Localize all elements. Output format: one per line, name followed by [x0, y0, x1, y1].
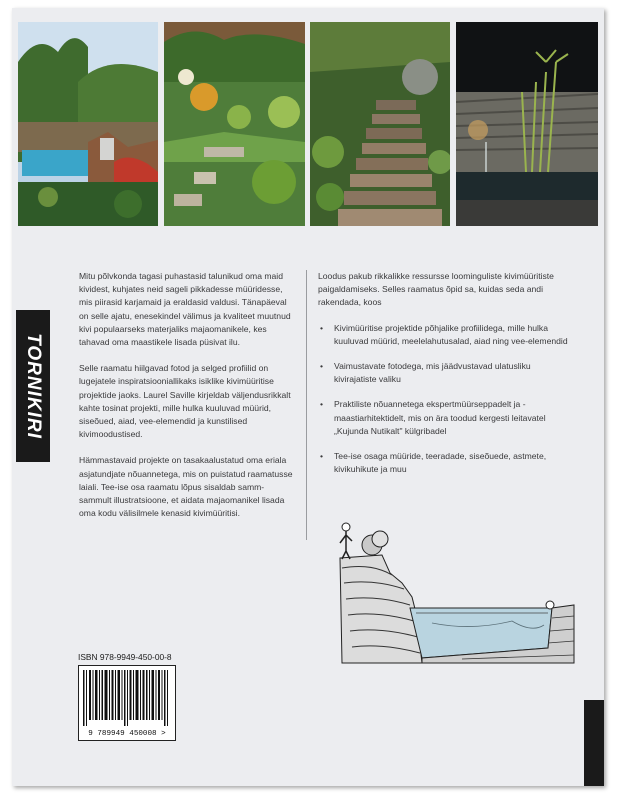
- feature-list-item: [318, 360, 573, 386]
- photo-pool-waterfall: [18, 22, 158, 226]
- photo-strip: [18, 22, 598, 226]
- description-left-column: [79, 270, 294, 533]
- spine-label-band: [16, 310, 50, 462]
- feature-text: Vaimustavate fotodega, mis jäädvustavad ulatusliku kivirajatiste valiku: [334, 361, 531, 385]
- feature-list-item: [318, 450, 573, 476]
- feature-text: Kivimüüritise projektide põhjalike profiilidega, mille hulka kuuluvad müürid, meelelahutusalad, aiad ning vee-elemendid: [334, 322, 568, 346]
- bullet-icon: •: [320, 322, 324, 333]
- spine-label: TORNIKIRI: [23, 333, 44, 439]
- feature-list-item: [318, 398, 573, 438]
- photo-flower-garden-path: [164, 22, 305, 226]
- description-paragraph: Selle raamatu hiilgavad fotod ja selged profiilid on lugejatele inspiratsiooniallikaks isiklike kivimüüritise projektide jaoks. Laurel Saville kirjeldab väljendusrikkalt kahte tosinat projekti, mille hulka kuuluvad müürid, siseõued, aiad, vee-elemendid ja kunstilised kivimoodustised.: [79, 363, 291, 440]
- photo-stone-steps: [310, 22, 450, 226]
- feature-text: Tee-ise osaga müüride, teeradade, siseõuede, astmete, kivikuhikute ja muu: [334, 451, 547, 475]
- features-intro: Loodus pakub rikkalikke ressursse loominguliste kivimüüritiste paigaldamiseks. Selles raamatus õpid sa, kuidas seda andi rakendada, koos: [318, 271, 554, 308]
- features-list: [318, 322, 573, 477]
- description-paragraph: Mitu põlvkonda tagasi puhastasid talunikud oma maid kividest, kuhjates neid sageli pikkadesse müüridesse, mis piirasid karjamaid ja eraldasid valdusi. Tänapäeval on selle ajatu, enesekindel välimus ja kvaliteet muutnud kivi populaarseks materjaliks majaomanikele, kes tahavad oma maastikele lisada püsivat ilu.: [79, 271, 291, 348]
- pond-cross-section-illustration: [312, 513, 582, 678]
- feature-text: Praktiliste nõuannetega ekspertmüürseppadelt ja -maastiarhitektidelt, mis on ära toodud kergesti leitavatel „Kujunda Nutikalt" külgribadel: [334, 399, 546, 436]
- description-right-column: [318, 270, 573, 488]
- bullet-icon: •: [320, 361, 324, 372]
- isbn-number: ISBN 978-9949-450-00-8: [78, 652, 172, 662]
- book-back-cover: [12, 8, 604, 786]
- bullet-icon: •: [320, 451, 324, 462]
- corner-tab: [584, 700, 604, 786]
- barcode: [78, 665, 176, 741]
- column-divider: [306, 270, 307, 540]
- description-paragraph: Hämmastavaid projekte on tasakaalustatud oma eriala asjatundjate nõuannetega, mis on puistatud raamatusse laiali. Tee-ise osa raamatu lõpus sisaldab samm-sammult illustratsioone, et aidata majaomanikel lisada oma kodu välisilmele kenasid kivimüüritisi.: [79, 455, 293, 519]
- barcode-digits: 9 789949 450008 >: [88, 730, 166, 738]
- bullet-icon: •: [320, 399, 324, 410]
- photo-night-water-feature: [456, 22, 598, 226]
- feature-list-item: [318, 322, 573, 348]
